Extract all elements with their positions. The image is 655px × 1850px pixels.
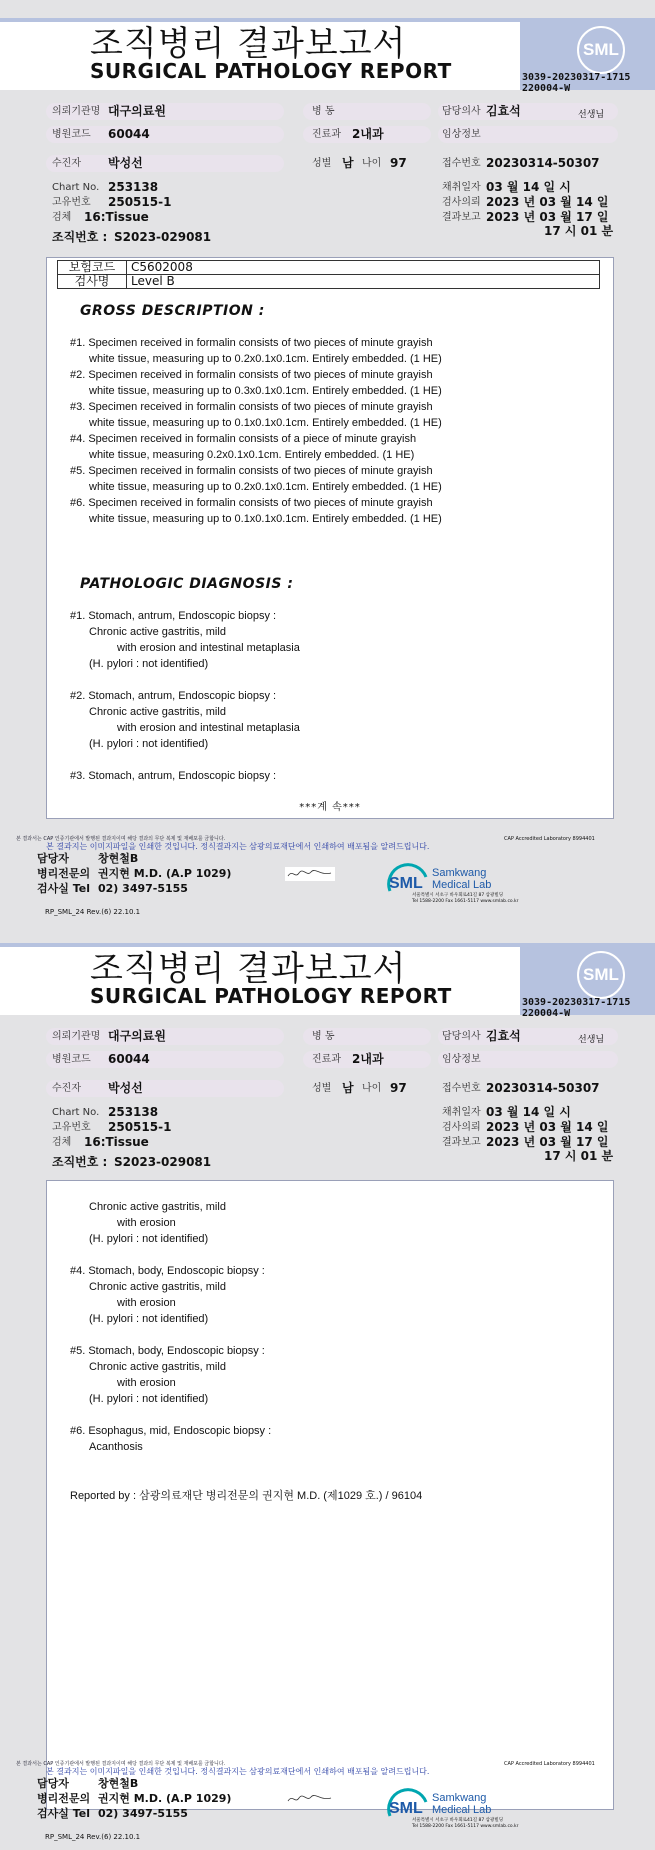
svg-text:SML: SML <box>389 1800 423 1817</box>
report-value: 2023 년 03 월 17 일 <box>486 210 609 224</box>
diagnosis-line: Acanthosis <box>89 1441 143 1453</box>
unique-value: 250515-1 <box>108 1120 172 1134</box>
sml-lab-logo-icon <box>386 1782 432 1822</box>
report-title-korean: 조직병리 결과보고서 <box>90 24 407 64</box>
pathologist-value: 권지현 M.D. (A.P 1029) <box>98 867 232 880</box>
footer-notice: 본 결과서는 CAP 인증기관에서 발행된 결과지이며 해당 결과의 무단 복제 및 재배포를 금합니다. <box>16 1761 226 1767</box>
gross-line: #2. Specimen received in formalin consists of two pieces of minute grayish <box>70 369 433 381</box>
diagnosis-line: with erosion <box>117 1377 176 1389</box>
diagnosis-line: (H. pylori : not identified) <box>89 1313 209 1325</box>
diagnosis-line: (H. pylori : not identified) <box>89 1233 209 1245</box>
footer-notice: 본 결과서는 CAP 인증기관에서 발행된 결과지이며 해당 결과의 무단 복제 및 재배포를 금합니다. <box>16 836 226 842</box>
sml-contact: Tel 1588-2200 Fax 1661-5117 www.smlab.co.kr <box>412 1824 519 1829</box>
collect-value: 03 월 14 일 시 <box>486 1105 571 1119</box>
request-label: 검사의뢰 <box>442 197 481 208</box>
diagnosis-line: (H. pylori : not identified) <box>89 658 209 670</box>
report-body <box>46 257 614 819</box>
pathologist-label: 병리전문의 <box>37 867 91 880</box>
footer-notice-blue: 본 결과지는 이미지파일을 인쇄한 것입니다. 정식결과지는 삼광의료재단에서 인쇄하여 배포됨을 알려드립니다. <box>46 842 430 851</box>
doctor-label: 담당의사 <box>442 106 481 117</box>
hospcode-label: 병원코드 <box>52 129 91 140</box>
doctor-value: 김효석 <box>486 1029 521 1043</box>
doctor-suffix: 선생님 <box>578 110 605 120</box>
diagnosis-line: with erosion and intestinal metaplasia <box>117 722 300 734</box>
report-ref-code-2: 220004-W <box>522 1008 571 1019</box>
tissue-label: 조직번호 : <box>52 1155 108 1169</box>
hospcode-value: 60044 <box>108 1052 150 1066</box>
table-row <box>58 275 600 289</box>
sex-value: 남 <box>342 1081 354 1095</box>
specimen-value: 16:Tissue <box>84 1135 149 1149</box>
org-label: 의뢰기관명 <box>52 1031 101 1042</box>
age-value: 97 <box>390 156 407 170</box>
name-label: 수진자 <box>52 1083 81 1094</box>
clinical-label: 임상정보 <box>442 129 481 140</box>
diagnosis-line: #4. Stomach, body, Endoscopic biopsy : <box>70 1265 265 1277</box>
report-body <box>46 1180 614 1810</box>
tel-value: 02) 3497-5155 <box>98 1807 188 1820</box>
gross-line: white tissue, measuring up to 0.2x0.1x0.1cm. Entirely embedded. (1 HE) <box>89 353 442 365</box>
test-name-value: Level B <box>127 275 600 289</box>
age-label: 나이 <box>362 1083 382 1094</box>
diagnosis-line: with erosion <box>117 1217 176 1229</box>
cap-accreditation: CAP Accredited Laboratory 8994401 <box>504 1761 595 1767</box>
diagnosis-line: with erosion and intestinal metaplasia <box>117 642 300 654</box>
sex-label: 성별 <box>312 158 332 169</box>
insurance-table <box>57 260 600 289</box>
chart-label: Chart No. <box>52 1107 100 1118</box>
tel-value: 02) 3497-5155 <box>98 882 188 895</box>
signature-image <box>285 867 335 881</box>
insurance-code-label: 보험코드 <box>58 261 127 275</box>
sml-name-line2: Medical Lab <box>432 879 492 891</box>
collect-value: 03 월 14 일 시 <box>486 180 571 194</box>
report-title-korean: 조직병리 결과보고서 <box>90 949 407 989</box>
tissue-label: 조직번호 : <box>52 230 108 244</box>
unique-value: 250515-1 <box>108 195 172 209</box>
ward-label: 병 동 <box>312 1031 335 1042</box>
tel-label: 검사실 Tel <box>37 882 90 895</box>
chart-value: 253138 <box>108 1105 159 1119</box>
report-page-2 <box>0 925 655 1850</box>
signature-image <box>285 1792 335 1806</box>
request-value: 2023 년 03 월 14 일 <box>486 1120 609 1134</box>
receipt-value: 20230314-50307 <box>486 156 600 170</box>
collect-label: 채취일자 <box>442 182 481 193</box>
diagnosis-line: with erosion <box>117 1297 176 1309</box>
gross-line: #5. Specimen received in formalin consists of two pieces of minute grayish <box>70 465 433 477</box>
hospcode-value: 60044 <box>108 127 150 141</box>
report-ref-code-2: 220004-W <box>522 83 571 94</box>
sml-logo-icon: SML <box>577 26 625 74</box>
form-revision: RP_SML_24 Rev.(6) 22.10.1 <box>45 908 141 916</box>
test-name-label: 검사명 <box>58 275 127 289</box>
sml-name-line1: Samkwang <box>432 867 487 879</box>
chart-label: Chart No. <box>52 182 100 193</box>
tissue-value: S2023-029081 <box>114 1155 212 1169</box>
sex-value: 남 <box>342 156 354 170</box>
sml-contact: Tel 1588-2200 Fax 1661-5117 www.smlab.co.kr <box>412 899 519 904</box>
request-label: 검사의뢰 <box>442 1122 481 1133</box>
manager-value: 창현철B <box>98 1777 139 1790</box>
insurance-code-value: C5602008 <box>127 261 600 275</box>
specimen-value: 16:Tissue <box>84 210 149 224</box>
gross-line: #1. Specimen received in formalin consists of two pieces of minute grayish <box>70 337 433 349</box>
sml-name-line2: Medical Lab <box>432 1804 492 1816</box>
age-value: 97 <box>390 1081 407 1095</box>
report-time: 17 시 01 분 <box>544 224 614 238</box>
tissue-value: S2023-029081 <box>114 230 212 244</box>
diagnosis-line: Chronic active gastritis, mild <box>89 1361 226 1373</box>
diagnosis-line: Chronic active gastritis, mild <box>89 1201 226 1213</box>
report-title-english: SURGICAL PATHOLOGY REPORT <box>90 59 452 83</box>
dept-value: 2내과 <box>352 127 384 141</box>
name-field <box>46 1080 284 1097</box>
hospcode-label: 병원코드 <box>52 1054 91 1065</box>
diagnosis-line: (H. pylori : not identified) <box>89 738 209 750</box>
report-time: 17 시 01 분 <box>544 1149 614 1163</box>
doctor-value: 김효석 <box>486 104 521 118</box>
form-revision: RP_SML_24 Rev.(6) 22.10.1 <box>45 1833 141 1841</box>
sml-name-line1: Samkwang <box>432 1792 487 1804</box>
svg-text:SML: SML <box>389 875 423 892</box>
dept-label: 진료과 <box>312 1054 341 1065</box>
report-label: 결과보고 <box>442 1137 481 1148</box>
sml-lab-logo-icon <box>386 857 432 897</box>
report-title-english: SURGICAL PATHOLOGY REPORT <box>90 984 452 1008</box>
sml-address: 서울특별시 서초구 바우뫼로41길 87 삼광빌딩 <box>412 893 504 898</box>
unique-label: 고유번호 <box>52 197 91 208</box>
sml-logo-icon: SML <box>577 951 625 999</box>
gross-line: white tissue, measuring up to 0.3x0.1x0.1cm. Entirely embedded. (1 HE) <box>89 385 442 397</box>
manager-value: 창현철B <box>98 852 139 865</box>
pathologic-diagnosis-title: PATHOLOGIC DIAGNOSIS : <box>80 576 294 592</box>
report-label: 결과보고 <box>442 212 481 223</box>
clinical-label: 임상정보 <box>442 1054 481 1065</box>
tel-label: 검사실 Tel <box>37 1807 90 1820</box>
request-value: 2023 년 03 월 14 일 <box>486 195 609 209</box>
footer-notice-blue: 본 결과지는 이미지파일을 인쇄한 것입니다. 정식결과지는 삼광의료재단에서 인쇄하여 배포됨을 알려드립니다. <box>46 1767 430 1776</box>
org-value: 대구의료원 <box>108 1029 166 1043</box>
name-value: 박성선 <box>108 156 143 170</box>
gross-line: #6. Specimen received in formalin consists of two pieces of minute grayish <box>70 497 433 509</box>
collect-label: 채취일자 <box>442 1107 481 1118</box>
org-value: 대구의료원 <box>108 104 166 118</box>
specimen-label: 검체 <box>52 212 72 223</box>
diagnosis-line: (H. pylori : not identified) <box>89 1393 209 1405</box>
name-field <box>46 155 284 172</box>
ward-label: 병 동 <box>312 106 335 117</box>
receipt-label: 접수번호 <box>442 158 481 169</box>
gross-line: #3. Specimen received in formalin consists of two pieces of minute grayish <box>70 401 433 413</box>
gross-line: white tissue, measuring up to 0.1x0.1x0.1cm. Entirely embedded. (1 HE) <box>89 417 442 429</box>
diagnosis-line: Chronic active gastritis, mild <box>89 706 226 718</box>
report-value: 2023 년 03 월 17 일 <box>486 1135 609 1149</box>
sml-address: 서울특별시 서초구 바우뫼로41길 87 삼광빌딩 <box>412 1818 504 1823</box>
manager-label: 담당자 <box>37 852 69 865</box>
table-row <box>58 261 600 275</box>
dept-value: 2내과 <box>352 1052 384 1066</box>
diagnosis-line: #5. Stomach, body, Endoscopic biopsy : <box>70 1345 265 1357</box>
doctor-label: 담당의사 <box>442 1031 481 1042</box>
diagnosis-line: #3. Stomach, antrum, Endoscopic biopsy : <box>70 770 277 782</box>
gross-line: white tissue, measuring 0.2x0.1x0.1cm. Entirely embedded. (1 HE) <box>89 449 415 461</box>
name-label: 수진자 <box>52 158 81 169</box>
diagnosis-line: #2. Stomach, antrum, Endoscopic biopsy : <box>70 690 277 702</box>
gross-line: #4. Specimen received in formalin consists of a piece of minute grayish <box>70 433 417 445</box>
pathologist-label: 병리전문의 <box>37 1792 91 1805</box>
cap-accreditation: CAP Accredited Laboratory 8994401 <box>504 836 595 842</box>
diagnosis-line: Chronic active gastritis, mild <box>89 626 226 638</box>
report-ref-code-1: 3039-20230317-1715 <box>522 72 631 83</box>
doctor-suffix: 선생님 <box>578 1035 605 1045</box>
gross-description-title: GROSS DESCRIPTION : <box>80 303 265 319</box>
unique-label: 고유번호 <box>52 1122 91 1133</box>
report-ref-code-1: 3039-20230317-1715 <box>522 997 631 1008</box>
specimen-label: 검체 <box>52 1137 72 1148</box>
dept-label: 진료과 <box>312 129 341 140</box>
org-label: 의뢰기관명 <box>52 106 101 117</box>
receipt-value: 20230314-50307 <box>486 1081 600 1095</box>
diagnosis-line: #6. Esophagus, mid, Endoscopic biopsy : <box>70 1425 272 1437</box>
receipt-label: 접수번호 <box>442 1083 481 1094</box>
reported-by: Reported by : 삼광의료재단 병리전문의 권지현 M.D. (제1029 호.) / 96104 <box>70 1490 423 1502</box>
gross-line: white tissue, measuring up to 0.2x0.1x0.1cm. Entirely embedded. (1 HE) <box>89 481 442 493</box>
sex-label: 성별 <box>312 1083 332 1094</box>
manager-label: 담당자 <box>37 1777 69 1790</box>
diagnosis-line: #1. Stomach, antrum, Endoscopic biopsy : <box>70 610 277 622</box>
name-value: 박성선 <box>108 1081 143 1095</box>
chart-value: 253138 <box>108 180 159 194</box>
pathologist-value: 권지현 M.D. (A.P 1029) <box>98 1792 232 1805</box>
diagnosis-line: Chronic active gastritis, mild <box>89 1281 226 1293</box>
continued-mark: ***계 속*** <box>299 802 361 813</box>
age-label: 나이 <box>362 158 382 169</box>
gross-line: white tissue, measuring up to 0.1x0.1x0.1cm. Entirely embedded. (1 HE) <box>89 513 442 525</box>
